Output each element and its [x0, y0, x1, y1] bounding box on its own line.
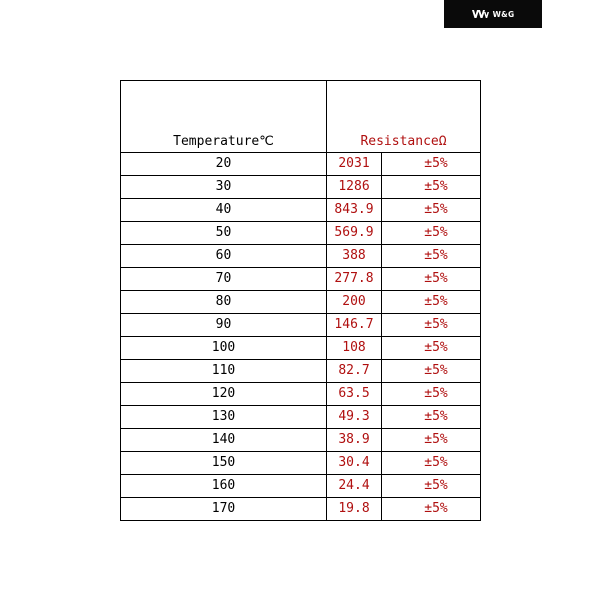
cell-resistance: 19.8	[327, 498, 382, 521]
cell-temperature: 100	[121, 337, 327, 360]
cell-resistance: 108	[327, 337, 382, 360]
cell-resistance: 146.7	[327, 314, 382, 337]
table-row	[121, 429, 481, 452]
cell-temperature: 90	[121, 314, 327, 337]
tolerance-label: ±5%	[424, 202, 448, 217]
table-row	[121, 475, 481, 498]
resistance-temperature-table	[120, 80, 481, 521]
cell-tolerance	[382, 429, 481, 452]
table-row	[121, 337, 481, 360]
tolerance-label: ±5%	[424, 363, 448, 378]
cell-tolerance	[382, 475, 481, 498]
cell-tolerance	[382, 291, 481, 314]
cell-resistance: 63.5	[327, 383, 382, 406]
cell-resistance: 30.4	[327, 452, 382, 475]
table-header-row	[121, 81, 481, 153]
table-row	[121, 498, 481, 521]
cell-temperature: 50	[121, 222, 327, 245]
cell-resistance: 24.4	[327, 475, 382, 498]
tolerance-label: ±5%	[424, 248, 448, 263]
brand-mark-icon	[472, 10, 490, 18]
cell-tolerance	[382, 452, 481, 475]
cell-resistance: 277.8	[327, 268, 382, 291]
cell-temperature: 30	[121, 176, 327, 199]
cell-tolerance	[382, 245, 481, 268]
cell-temperature: 130	[121, 406, 327, 429]
cell-temperature: 70	[121, 268, 327, 291]
table-row	[121, 291, 481, 314]
cell-tolerance	[382, 360, 481, 383]
cell-temperature: 110	[121, 360, 327, 383]
table-row	[121, 406, 481, 429]
table-row	[121, 176, 481, 199]
tolerance-label: ±5%	[424, 455, 448, 470]
header-resistance: ResistanceΩ	[327, 81, 481, 153]
tolerance-label: ±5%	[424, 409, 448, 424]
cell-tolerance	[382, 337, 481, 360]
tolerance-label: ±5%	[424, 432, 448, 447]
cell-tolerance	[382, 199, 481, 222]
tolerance-label: ±5%	[424, 501, 448, 516]
cell-resistance: 49.3	[327, 406, 382, 429]
table-row	[121, 314, 481, 337]
cell-tolerance	[382, 314, 481, 337]
cell-temperature: 140	[121, 429, 327, 452]
cell-temperature: 60	[121, 245, 327, 268]
table-row	[121, 153, 481, 176]
table-row	[121, 268, 481, 291]
cell-resistance: 38.9	[327, 429, 382, 452]
cell-tolerance	[382, 153, 481, 176]
cell-resistance: 82.7	[327, 360, 382, 383]
table-row	[121, 383, 481, 406]
cell-temperature: 20	[121, 153, 327, 176]
table-row	[121, 360, 481, 383]
tolerance-label: ±5%	[424, 478, 448, 493]
table-row	[121, 452, 481, 475]
brand-logo-text: W&G	[492, 9, 515, 19]
cell-resistance: 843.9	[327, 199, 382, 222]
cell-resistance: 388	[327, 245, 382, 268]
tolerance-label: ±5%	[424, 271, 448, 286]
table-row	[121, 222, 481, 245]
cell-tolerance	[382, 176, 481, 199]
tolerance-label: ±5%	[424, 225, 448, 240]
tolerance-label: ±5%	[424, 340, 448, 355]
cell-tolerance	[382, 406, 481, 429]
tolerance-label: ±5%	[424, 317, 448, 332]
cell-tolerance	[382, 383, 481, 406]
cell-resistance: 569.9	[327, 222, 382, 245]
cell-tolerance	[382, 222, 481, 245]
cell-resistance: 200	[327, 291, 382, 314]
cell-resistance: 2031	[327, 153, 382, 176]
cell-temperature: 120	[121, 383, 327, 406]
tolerance-label: ±5%	[424, 294, 448, 309]
table-row	[121, 199, 481, 222]
table-row	[121, 245, 481, 268]
cell-temperature: 150	[121, 452, 327, 475]
cell-temperature: 170	[121, 498, 327, 521]
tolerance-label: ±5%	[424, 156, 448, 171]
cell-temperature: 160	[121, 475, 327, 498]
header-temperature: Temperature℃	[121, 81, 327, 153]
cell-tolerance	[382, 268, 481, 291]
cell-temperature: 40	[121, 199, 327, 222]
cell-resistance: 1286	[327, 176, 382, 199]
tolerance-label: ±5%	[424, 179, 448, 194]
cell-temperature: 80	[121, 291, 327, 314]
brand-logo	[444, 0, 542, 28]
cell-tolerance	[382, 498, 481, 521]
tolerance-label: ±5%	[424, 386, 448, 401]
